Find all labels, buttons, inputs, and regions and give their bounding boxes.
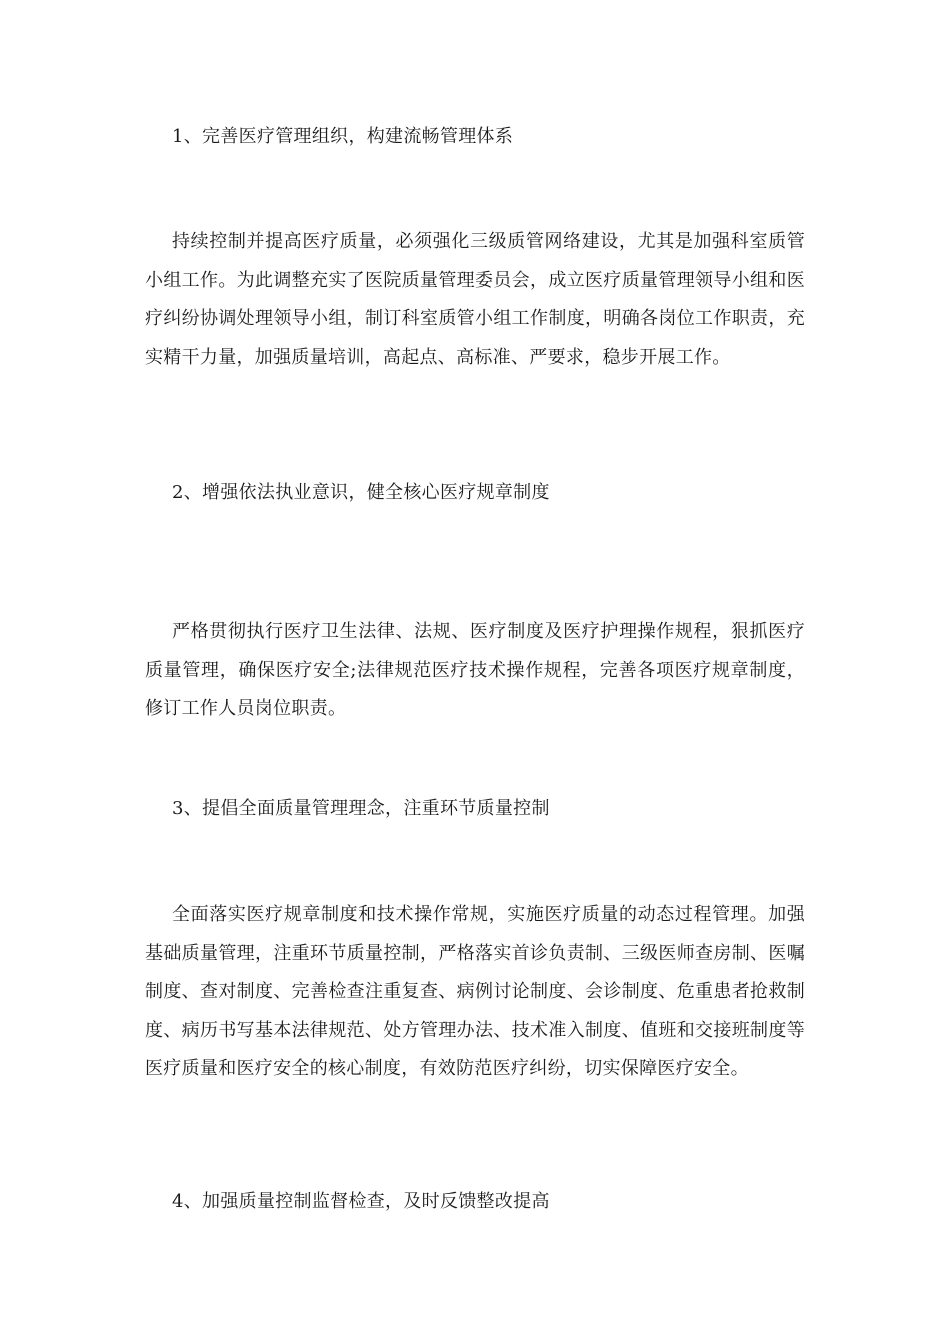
section-2-body: 严格贯彻执行医疗卫生法律、法规、医疗制度及医疗护理操作规程，狠抓医疗质量管理，确保医疗安全;法律规范医疗技术操作规程，完善各项医疗规章制度，修订工作人员岗位职责。 [145, 621, 805, 719]
section-1-body: 持续控制并提高医疗质量，必须强化三级质管网络建设，尤其是加强科室质管小组工作。为此调整充实了医院质量管理委员会，成立医疗质量管理领导小组和医疗纠纷协调处理领导小组，制订科室质管小组工作制度，明确各岗位工作职责，充实精干力量，加强质量培训，高起点、高标准、严要求，稳步开展工作。 [145, 231, 805, 368]
section-3-body: 全面落实医疗规章制度和技术操作常规，实施医疗质量的动态过程管理。加强基础质量管理，注重环节质量控制，严格落实首诊负责制、三级医师查房制、医嘱制度、查对制度、完善检查注重复查、病例讨论制度、会诊制度、危重患者抢救制度、病历书写基本法律规范、处方管理办法、技术准入制度、值班和交接班制度等医疗质量和医疗安全的核心制度，有效防范医疗纠纷，切实保障医疗安全。 [145, 904, 805, 1079]
section-2-heading: 2、增强依法执业意识，健全核心医疗规章制度 [172, 482, 550, 503]
section-4-heading: 4、加强质量控制监督检查，及时反馈整改提高 [172, 1191, 550, 1212]
section-1-heading: 1、完善医疗管理组织，构建流畅管理体系 [172, 126, 514, 147]
section-3-heading: 3、提倡全面质量管理理念，注重环节质量控制 [172, 798, 550, 819]
